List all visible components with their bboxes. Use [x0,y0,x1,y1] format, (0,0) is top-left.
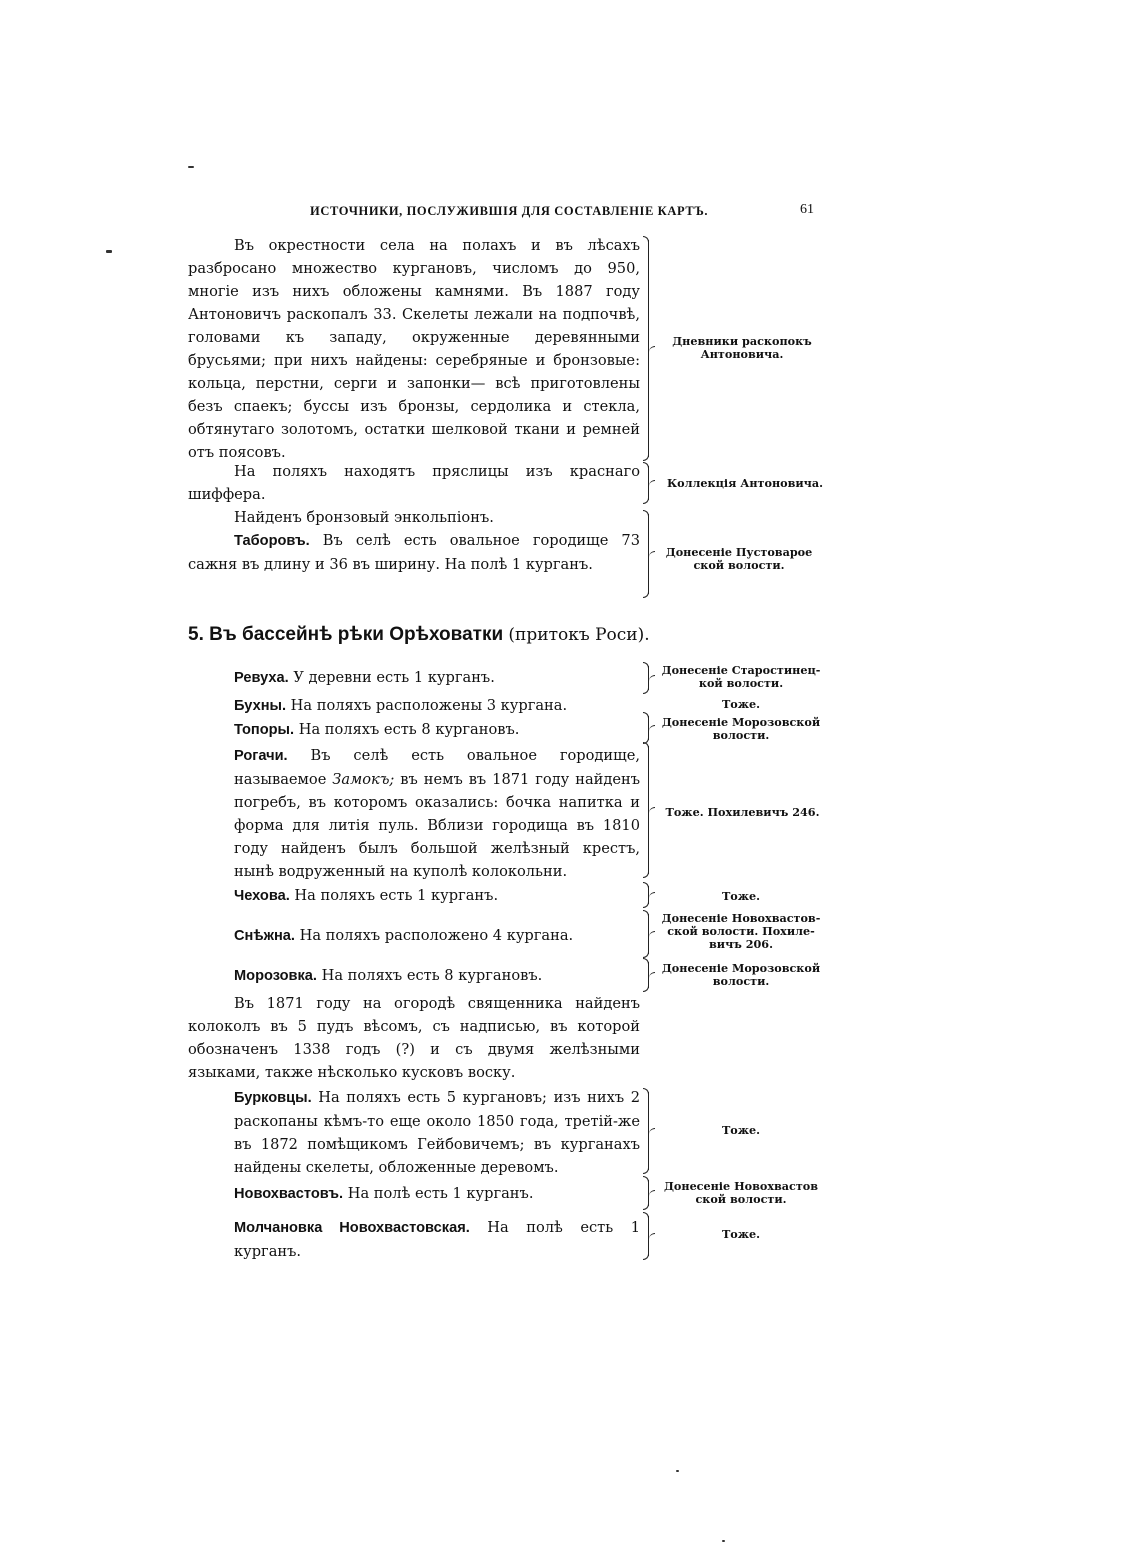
note-line: Донесеніе Новохвастов- [661,911,821,925]
note-tozhe: Тоже. [721,1227,761,1241]
note-tozhe: Тоже. [721,889,761,903]
entry-snezhna [188,924,640,948]
brace [648,240,655,457]
note-starostinets [660,664,822,690]
brace [648,1092,655,1170]
paragraph-text: У деревни есть 1 курганъ. [288,669,495,686]
place-name: Бурковцы. [234,1090,312,1106]
paragraph-pryaslitsy [188,460,640,506]
note-kollektsiya: Коллекція Антоновича. [666,476,824,490]
paragraph-text: Въ селѣ есть овальное городище 73 сажня въ длину и 36 въ ширину. На полѣ 1 курганъ. [188,532,640,573]
section-heading [188,624,650,646]
page-number: 61 [800,202,814,217]
note-line: Донесеніе Пустоварое [665,545,813,559]
paragraph-text: Въ окрестности села на полахъ и въ лѣсахъ разбросано множество кургановъ, числомъ до 950, многіе изъ нихъ обложены камнями. Въ 1887 году Антоновичъ раскопалъ 33. Скелеты лежали на подпочвѣ, головами къ западу, окруженные деревянными брусьями; при нихъ найдены: серебряные и бронзовые: кольца, перстни, серги и запонки— всѣ приготовлены безъ спаекъ; буссы изъ бронзы, сердолика и стекла, обтянутаго золотомъ, остатки шелковой ткани и ремней отъ поясовъ. [188,237,640,461]
note-line: ской волости. Похиле- [667,924,815,938]
note-tozhe: Тоже. [721,697,761,711]
note-novokhvastov [660,1180,822,1206]
place-name: Морозовка. [234,968,317,984]
paragraph-text: На полѣ есть 1 курганъ. [234,1219,640,1260]
entry-topory [188,718,640,742]
paragraph-antonovich [188,234,640,464]
entry-revukha [188,666,640,690]
note-morozov [660,962,822,988]
note-line: волости. [712,974,770,988]
scan-speck [106,250,112,253]
note-line: Дневники раскопокъ [672,334,812,348]
place-name: Новохвастовъ. [234,1186,344,1202]
note-line: Антоновича. [700,347,784,361]
place-name: Ревуха. [234,670,289,686]
brace [648,962,655,988]
brace [648,914,655,954]
brace [648,466,655,500]
italic-name: Замокъ; [332,771,395,788]
place-name: Бухны. [234,698,287,714]
paragraph-text: Въ 1871 году на огородѣ священника найденъ колоколъ въ 5 пудъ вѣсомъ, съ надписью, въ которой обозначенъ 1338 годъ (?) и съ двумя желѣзными языками, также нѣсколько кусковъ воску. [188,995,640,1081]
note-line: Донесеніе Старостинец- [661,663,821,677]
paragraph-kolokol [188,992,640,1084]
note-line: Донесеніе Новохвастов [663,1179,819,1193]
entry-burkovtsy [188,1086,640,1179]
section-number: 5. [188,624,204,645]
paragraph-text: На поляхъ расположены 3 кургана. [286,697,568,714]
paragraph-text: На поляхъ расположено 4 кургана. [294,927,574,944]
note-line: Донесеніе Морозовской [661,961,821,975]
note-pokhilevich: Тоже. Похилевичъ 246. [665,805,820,819]
note-line: ской волости. [693,558,785,572]
place-name: Таборовъ. [234,533,310,549]
paragraph-enkolpion [188,506,640,576]
brace [648,716,655,740]
note-line: волости. [712,728,770,742]
note-line: Донесеніе Морозовской [661,715,821,729]
brace [648,514,655,594]
section-title-rest: (притокъ Роси). [508,625,650,645]
running-header: ИСТОЧНИКИ, ПОСЛУЖИВШІЯ ДЛЯ СОСТАВЛЕНІЕ КАРТЪ. [310,204,709,218]
note-line: кой волости. [698,676,784,690]
note-novokhvastov [660,912,822,951]
note-pustovarov [660,546,818,572]
paragraph-text: На поляхъ находятъ пряслицы изъ краснаго шиффера. [188,463,640,503]
brace [648,746,655,874]
brace [648,886,655,904]
entry-morozovka [188,964,640,988]
brace [648,1180,655,1206]
paragraph-text: На поляхъ есть 8 кургановъ. [294,721,520,738]
paragraph-text: На полѣ есть 1 курганъ. [343,1185,534,1202]
paragraph-text: На поляхъ есть 8 кургановъ. [316,967,543,984]
paragraph-text: На поляхъ есть 5 кургановъ; изъ нихъ 2 раскопаны кѣмъ-то еще около 1850 года, третій-же въ 1872 помѣщикомъ Гейбовичемъ; въ курганахъ найдены скелеты, обложенные деревомъ. [234,1089,640,1176]
note-dnevniki [662,335,822,361]
section-title-bold: Въ бассейнѣ рѣки Орѣховатки [209,624,504,645]
entry-rogachi [188,744,640,883]
note-line: ской волости. [695,1192,787,1206]
place-name: Топоры. [234,722,295,738]
entry-bukhny [188,694,640,718]
entry-novokhvastov [188,1182,640,1206]
place-name: Рогачи. [234,748,288,764]
note-tozhe: Тоже. [721,1123,761,1137]
paragraph-text: Найденъ бронзовый энкольпіонъ. [234,509,494,526]
brace [648,666,655,690]
paragraph-text: Въ селѣ есть овальное городище, называемое [234,747,640,788]
scan-speck [188,166,194,168]
paragraph-text: На поляхъ есть 1 курганъ. [289,887,499,904]
note-line: вичъ 206. [709,937,773,951]
scan-speck [722,1540,725,1542]
note-morozov [660,716,822,742]
place-name: Снѣжна. [234,928,295,944]
place-name: Молчановка Новохвастовская. [234,1220,470,1236]
entry-chekhova [188,884,640,908]
scan-speck [676,1470,679,1472]
entry-molchanovka [188,1216,640,1263]
paragraph-text: въ немъ въ 1871 году найденъ погребъ, въ которомъ оказались: бочка напитка и форма для литія пуль. Вблизи городища въ 1810 году найденъ былъ большой желѣзный крестъ, нынѣ водруженный на куполѣ колокольни. [234,771,641,880]
place-name: Чехова. [234,888,290,904]
brace [648,1216,655,1256]
